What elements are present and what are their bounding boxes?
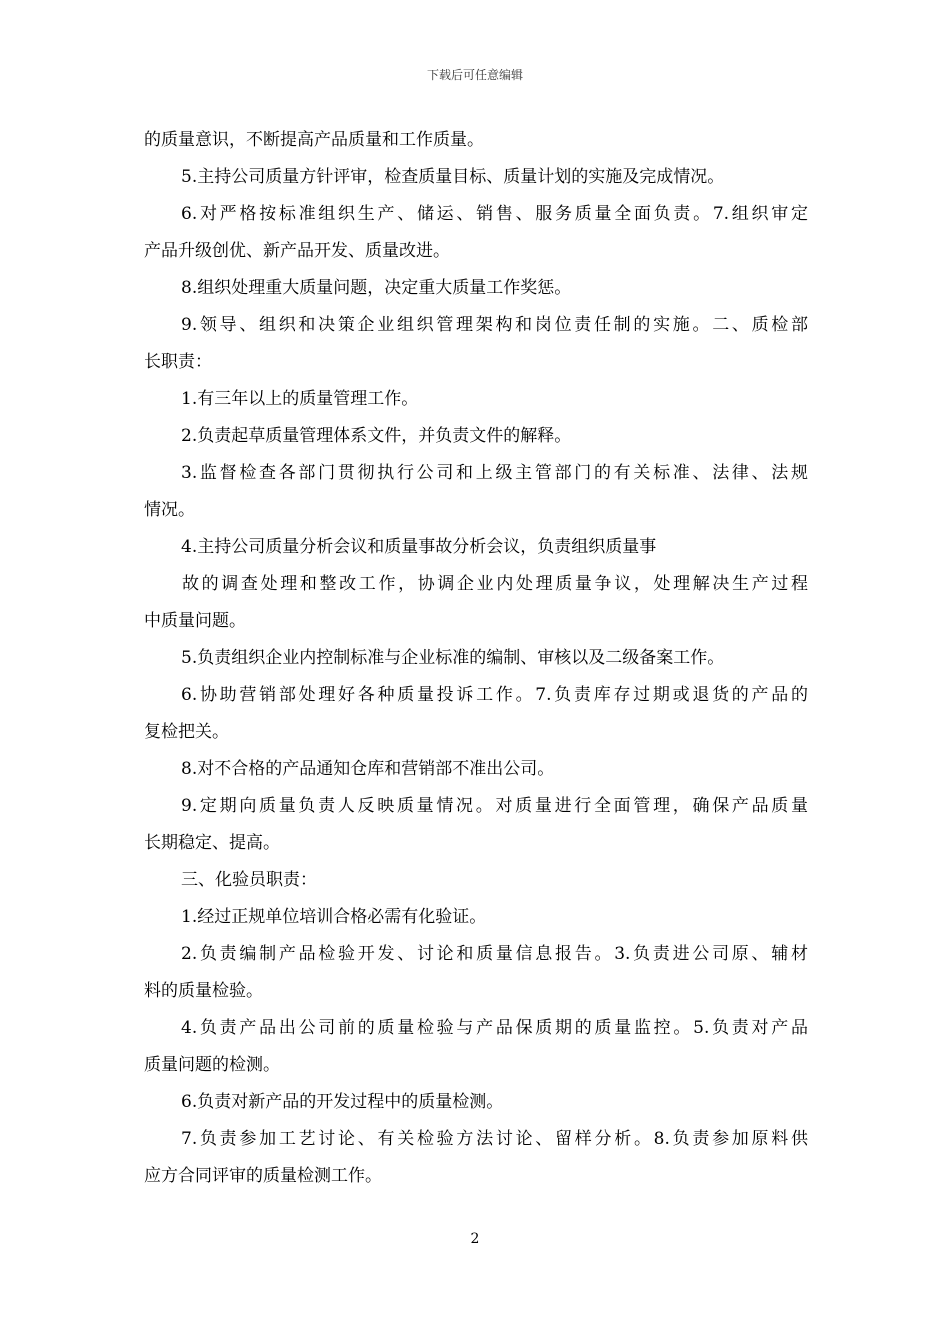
text-line: 质量问题的检测。 bbox=[144, 1055, 280, 1075]
section-heading: 三、化验员职责： bbox=[181, 870, 317, 890]
text-line: 6.负责对新产品的开发过程中的质量检测。 bbox=[181, 1092, 504, 1112]
text-line: 复检把关。 bbox=[144, 722, 229, 742]
text-line: 5.主持公司质量方针评审，检查质量目标、质量计划的实施及完成情况。 bbox=[181, 167, 725, 187]
text-line: 产品升级创优、新产品开发、质量改进。 bbox=[144, 241, 450, 261]
text-line: 中质量问题。 bbox=[144, 611, 246, 631]
text-line: 4.负责产品出公司前的质量检验与产品保质期的质量监控。5.负责对产品 bbox=[181, 1018, 808, 1038]
text-line: 应方合同评审的质量检测工作。 bbox=[144, 1166, 382, 1186]
text-line: 2.负责编制产品检验开发、讨论和质量信息报告。3.负责进公司原、辅材 bbox=[181, 944, 808, 964]
text-line: 故的调查处理和整改工作，协调企业内处理质量争议，处理解决生产过程 bbox=[182, 574, 808, 594]
text-line: 长职责： bbox=[144, 352, 212, 372]
text-line: 7.负责参加工艺讨论、有关检验方法讨论、留样分析。8.负责参加原料供 bbox=[181, 1129, 808, 1149]
text-line: 8.组织处理重大质量问题，决定重大质量工作奖惩。 bbox=[181, 278, 572, 298]
text-line: 9.领导、组织和决策企业组织管理架构和岗位责任制的实施。二、质检部 bbox=[181, 315, 808, 335]
text-line: 情况。 bbox=[144, 500, 195, 520]
text-line: 6.对严格按标准组织生产、储运、销售、服务质量全面负责。7.组织审定 bbox=[181, 204, 808, 224]
text-line: 5.负责组织企业内控制标准与企业标准的编制、审核以及二级备案工作。 bbox=[181, 648, 725, 668]
text-line: 的质量意识，不断提高产品质量和工作质量。 bbox=[144, 130, 484, 150]
text-line: 1.有三年以上的质量管理工作。 bbox=[181, 389, 419, 409]
text-line: 2.负责起草质量管理体系文件，并负责文件的解释。 bbox=[181, 426, 572, 446]
text-line: 9.定期向质量负责人反映质量情况。对质量进行全面管理，确保产品质量 bbox=[181, 796, 808, 816]
text-line: 长期稳定、提高。 bbox=[144, 833, 280, 853]
text-line: 6.协助营销部处理好各种质量投诉工作。7.负责库存过期或退货的产品的 bbox=[181, 685, 808, 705]
text-line: 8.对不合格的产品通知仓库和营销部不准出公司。 bbox=[181, 759, 555, 779]
document-body bbox=[144, 122, 808, 1195]
text-line: 1.经过正规单位培训合格必需有化验证。 bbox=[181, 907, 487, 927]
text-line: 料的质量检验。 bbox=[144, 981, 263, 1001]
text-line: 4.主持公司质量分析会议和质量事故分析会议，负责组织质量事 bbox=[181, 537, 657, 557]
page-header: 下载后可任意编辑 bbox=[426, 68, 523, 82]
text-line: 3.监督检查各部门贯彻执行公司和上级主管部门的有关标准、法律、法规 bbox=[181, 463, 808, 483]
page-number: 2 bbox=[470, 1231, 480, 1247]
